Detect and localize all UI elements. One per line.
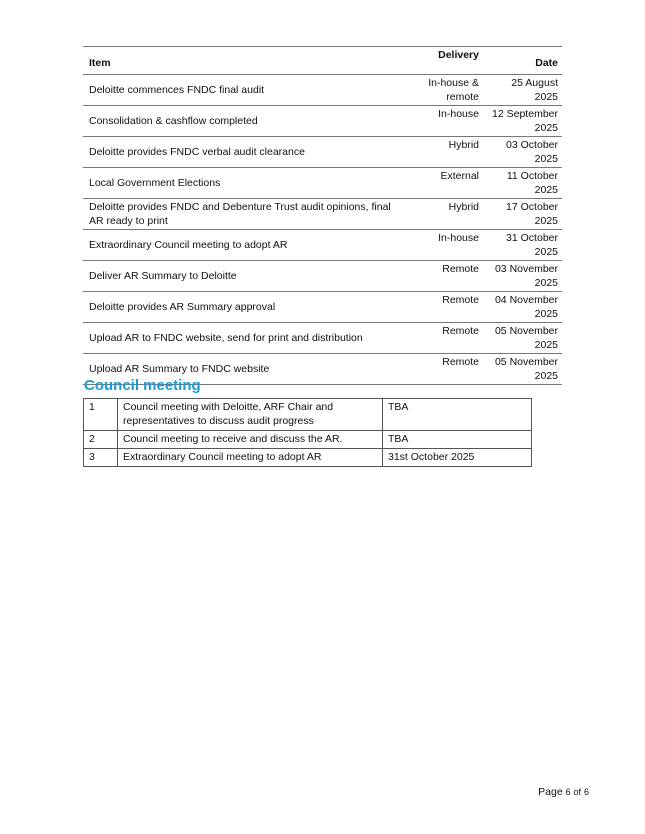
row-date: 05 November 2025 <box>483 323 562 354</box>
meeting-number: 2 <box>84 431 118 449</box>
meeting-description: Council meeting with Deloitte, ARF Chair and representatives to discuss audit progress <box>118 399 383 431</box>
row-item: Upload AR to FNDC website, send for print and distribution <box>83 323 401 354</box>
row-date: 25 August 2025 <box>483 75 562 106</box>
row-date: 05 November 2025 <box>483 354 562 385</box>
row-date: 04 November 2025 <box>483 292 562 323</box>
table-header-row <box>83 47 562 75</box>
table-row <box>83 75 562 106</box>
meeting-description: Extraordinary Council meeting to adopt AR <box>118 449 383 467</box>
row-item: Local Government Elections <box>83 168 401 199</box>
meeting-number: 3 <box>84 449 118 467</box>
page-of-label: of <box>573 787 582 797</box>
row-delivery: Remote <box>401 292 483 323</box>
table-row <box>83 323 562 354</box>
meeting-description: Council meeting to receive and discuss the AR. <box>118 431 383 449</box>
row-date: 03 November 2025 <box>483 261 562 292</box>
row-delivery: Hybrid <box>401 199 483 230</box>
meeting-date: 31st October 2025 <box>383 449 532 467</box>
row-date: 17 October 2025 <box>483 199 562 230</box>
row-item: Extraordinary Council meeting to adopt AR <box>83 230 401 261</box>
section-heading-council-meeting: Council meeting <box>84 377 201 394</box>
table-row <box>83 292 562 323</box>
page-label: Page <box>538 786 563 798</box>
audit-schedule-table <box>83 46 562 385</box>
column-header-delivery: Delivery <box>401 47 483 75</box>
row-item: Upload AR Summary to FNDC website <box>83 354 401 385</box>
meeting-number: 1 <box>84 399 118 431</box>
council-meeting-table <box>83 398 532 467</box>
row-delivery: Remote <box>401 354 483 385</box>
table-row <box>83 261 562 292</box>
row-date: 11 October 2025 <box>483 168 562 199</box>
row-delivery: In-house <box>401 230 483 261</box>
row-delivery: External <box>401 168 483 199</box>
row-item: Deliver AR Summary to Deloitte <box>83 261 401 292</box>
table-row <box>83 199 562 230</box>
table-row <box>84 449 532 467</box>
row-delivery: Remote <box>401 323 483 354</box>
row-item: Deloitte provides FNDC and Debenture Trust audit opinions, final AR ready to print <box>83 199 401 230</box>
column-header-date: Date <box>483 47 562 75</box>
row-date: 12 September 2025 <box>483 106 562 137</box>
page-current: 6 <box>565 787 571 797</box>
column-header-item: Item <box>83 47 401 75</box>
table-row <box>83 137 562 168</box>
row-date: 03 October 2025 <box>483 137 562 168</box>
row-item: Deloitte provides FNDC verbal audit clearance <box>83 137 401 168</box>
row-item: Deloitte commences FNDC final audit <box>83 75 401 106</box>
table-row <box>83 230 562 261</box>
meeting-date: TBA <box>383 431 532 449</box>
table-row <box>84 399 532 431</box>
table-row <box>84 431 532 449</box>
table-row <box>83 168 562 199</box>
page-total: 6 <box>583 787 589 797</box>
row-delivery: In-house & remote <box>401 75 483 106</box>
row-delivery: Hybrid <box>401 137 483 168</box>
row-delivery: Remote <box>401 261 483 292</box>
page-number <box>538 786 589 798</box>
row-item: Deloitte provides AR Summary approval <box>83 292 401 323</box>
row-delivery: In-house <box>401 106 483 137</box>
row-date: 31 October 2025 <box>483 230 562 261</box>
row-item: Consolidation & cashflow completed <box>83 106 401 137</box>
table-row <box>83 106 562 137</box>
meeting-date: TBA <box>383 399 532 431</box>
